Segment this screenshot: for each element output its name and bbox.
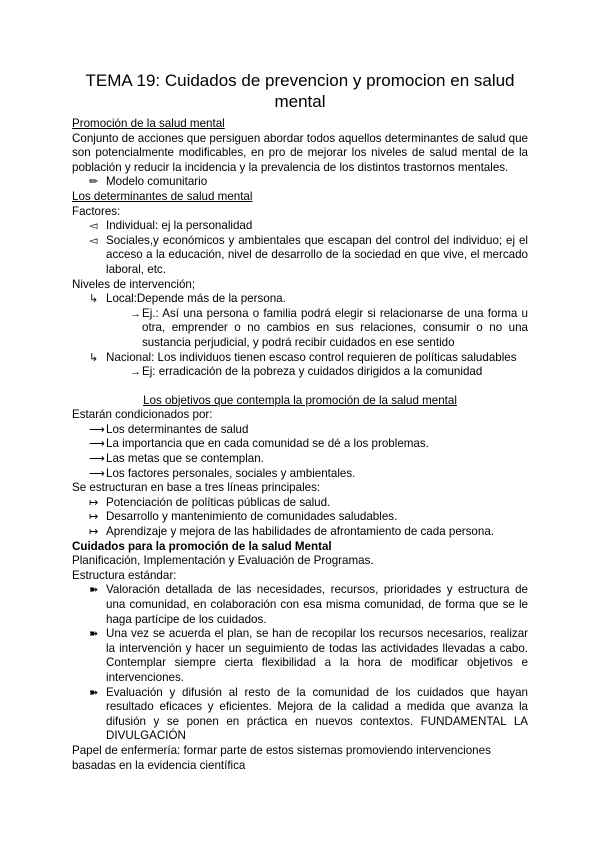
maps-to-arrow-icon: ↦ (89, 511, 99, 524)
page-title: TEMA 19: Cuidados de prevencion y promocion en salud mental (85, 71, 515, 111)
list-item: ⟶ La importancia que en cada comunidad se dé a los problemas. (89, 437, 429, 451)
list-item: → Ej.: Así una persona o familia podrá elegir si relacionarse de una forma u otra, emprender o no cambios en sus relaciones, consumir o no una sustancia perjudicial, y podrá recibir cuidados en ese sentido (130, 306, 528, 349)
list-item: ↦ Aprendizaje y mejora de las habilidades de afrontamiento de cada persona. (89, 525, 494, 539)
arrowhead-bullet-icon: ➽ (89, 628, 99, 641)
list-item: ⟶ Las metas que se contemplan. (89, 452, 264, 466)
label-condicionados: Estarán condicionados por: (72, 408, 213, 422)
label-lineas: Se estructuran en base a tres líneas principales: (72, 481, 321, 495)
pencil-icon: ✏ (89, 176, 99, 189)
long-arrow-icon: ⟶ (89, 438, 105, 451)
megaphone-icon: ◅ (89, 234, 98, 247)
list-item: ◅ Sociales,y económicos y ambientales que escapan del control del individuo; ej el acceso a la educación, nivel de desarrollo de la sociedad en que vive, el mercado laboral, etc. (89, 233, 528, 276)
section-heading-promocion: Promoción de la salud mental (72, 117, 225, 130)
maps-to-arrow-icon: ↦ (89, 526, 99, 539)
hook-arrow-icon: ↳ (89, 351, 99, 364)
list-item: ↦ Potenciación de políticas públicas de salud. (89, 495, 331, 509)
long-arrow-icon: ⟶ (89, 467, 105, 480)
list-item: ✏ Modelo comunitario (89, 175, 208, 189)
arrowhead-bullet-icon: ➽ (89, 584, 99, 597)
list-item: ↦ Desarrollo y mantenimiento de comunidades saludables. (89, 510, 398, 524)
arrowhead-bullet-icon: ➽ (89, 686, 99, 699)
hook-arrow-icon: ↳ (89, 293, 99, 306)
list-item: ↳ Nacional: Los individuos tienen escaso control requieren de políticas saludables (89, 350, 517, 364)
arrow-right-icon: → (130, 366, 141, 379)
list-item: ⟶ Los factores personales, sociales y ambientales. (89, 466, 356, 480)
label-factores: Factores: (72, 204, 121, 218)
list-item: ◅ Individual: ej la personalidad (89, 219, 253, 233)
list-item: ↳ Local:Depende más de la persona. (89, 292, 286, 306)
paragraph-definicion: Conjunto de acciones que persiguen abordar todos aquellos determinantes de salud que son potencialmente modificables, en pro de mejorar los niveles de salud mental de la población y reducir la incidencia y la prevalencia de los distintos trastornos mentales. (72, 131, 528, 174)
section-heading-determinantes: Los determinantes de salud mental (72, 189, 253, 203)
label-niveles: Niveles de intervención; (72, 277, 196, 291)
list-item: ⟶ Los determinantes de salud (89, 422, 249, 436)
long-arrow-icon: ⟶ (89, 423, 105, 436)
paragraph-papel-enfermeria: Papel de enfermería: formar parte de estos sistemas promoviendo intervenciones basadas en la evidencia científica (72, 743, 491, 772)
list-item: ➽ Valoración detallada de las necesidades, recursos, prioridades y estructura de una comunidad, en colaboración con esa misma comunidad, de forma que se le haga partícipe de los cuidados. (89, 583, 528, 626)
maps-to-arrow-icon: ↦ (89, 496, 99, 509)
megaphone-icon: ◅ (89, 220, 98, 233)
section-heading-objetivos: Los objetivos que contempla la promoción de la salud mental (143, 393, 457, 407)
long-arrow-icon: ⟶ (89, 453, 105, 466)
list-item: ➽ Una vez se acuerda el plan, se han de recopilar los recursos necesarios, realizar la intervención y hacer un seguimiento de todas las actividades llevadas a cabo. Contemplar siempre cierta flexibilidad a la hora de modificar objetivos e intervenciones. (89, 627, 528, 684)
list-item: → Ej: erradicación de la pobreza y cuidados dirigidos a la comunidad (130, 365, 483, 379)
label-estructura: Estructura estándar: (72, 568, 177, 582)
list-item: ➽ Evaluación y difusión al resto de la comunidad de los cuidados que hayan resultado eficaces y eficientes. Mejora de la calidad a medida que avanza la difusión y se ponen en práctica en nuevos contextos. FUNDAMENTAL LA DIVULGACIÓN (89, 685, 528, 743)
document-page (72, 70, 528, 773)
label-planificacion: Planificación, Implementación y Evaluación de Programas. (72, 554, 374, 568)
section-heading-cuidados: Cuidados para la promoción de la salud Mental (72, 539, 332, 553)
arrow-right-icon: → (130, 307, 141, 320)
